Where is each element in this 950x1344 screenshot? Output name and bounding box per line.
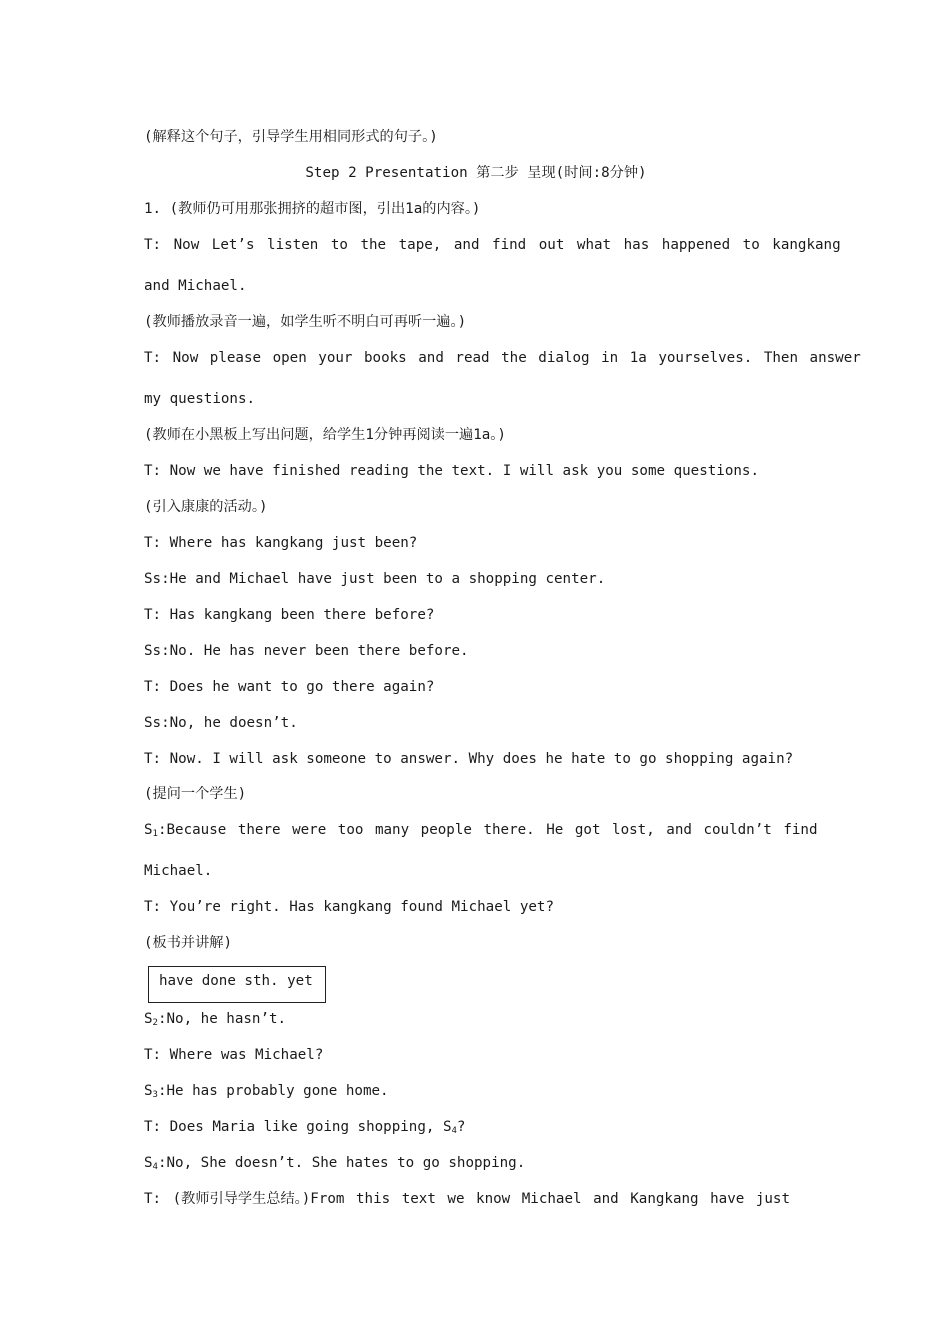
paragraph: T: You’re right. Has kangkang found Michael yet? [144, 899, 554, 915]
paragraph-text: :Because there were too many people there. He got lost, and couldn’t find [157, 822, 818, 838]
paragraph: (板书并讲解) [144, 935, 233, 951]
blackboard-box [148, 966, 326, 1003]
paragraph: Michael. [144, 863, 213, 879]
paragraph: and Michael. [144, 278, 247, 294]
paragraph: 1. (教师仍可用那张拥挤的超市图，引出1a的内容。) [144, 201, 481, 217]
paragraph: T: Does he want to go there again? [144, 679, 435, 695]
speaker-number: 1 [152, 829, 158, 839]
paragraph [144, 1154, 808, 1176]
paragraph: (引入康康的活动。) [144, 499, 268, 515]
paragraph-text: ? [456, 1119, 466, 1135]
paragraph-text: :No, he hasn’t. [157, 1011, 287, 1027]
speaker-number: 3 [152, 1090, 158, 1100]
speaker-number: 4 [152, 1162, 158, 1172]
paragraph: T: (教师引导学生总结。)From this text we know Michael and Kangkang have just [144, 1191, 791, 1207]
section-heading: Step 2 Presentation 第二步 呈现(时间:8分钟) [305, 165, 647, 181]
paragraph: (教师播放录音一遍，如学生听不明白可再听一遍。) [144, 314, 467, 330]
paragraph-text: T: Does Maria like going shopping, S [144, 1119, 452, 1135]
boxed-phrase: have done sth. yet [159, 973, 313, 989]
paragraph-text: :No, She doesn’t. She hates to go shopping. [157, 1155, 526, 1171]
paragraph: (教师在小黑板上写出问题，给学生1分钟再阅读一遍1a。) [144, 427, 506, 443]
paragraph [144, 1010, 808, 1032]
paragraph: Ss:No. He has never been there before. [144, 643, 469, 659]
speaker-number: 4 [451, 1126, 457, 1136]
paragraph [144, 1118, 808, 1140]
paragraph: Ss:No, he doesn’t. [144, 715, 298, 731]
paragraph-text: :He has probably gone home. [157, 1083, 389, 1099]
paragraph: T: Now we have finished reading the text. I will ask you some questions. [144, 463, 759, 479]
speaker-label: S [144, 1083, 153, 1099]
paragraph: T: Now please open your books and read the dialog in 1a yourselves. Then answer [144, 350, 861, 366]
speaker-label: S [144, 822, 153, 838]
speaker-label: S [144, 1155, 153, 1171]
speaker-label: S [144, 1011, 153, 1027]
paragraph: T: Has kangkang been there before? [144, 607, 435, 623]
paragraph: Ss:He and Michael have just been to a shopping center. [144, 571, 606, 587]
paragraph: T: Where was Michael? [144, 1047, 324, 1063]
paragraph: T: Now. I will ask someone to answer. Why does he hate to go shopping again? [144, 751, 794, 767]
paragraph [144, 1082, 808, 1104]
paragraph [144, 821, 818, 843]
paragraph: T: Where has kangkang just been? [144, 535, 418, 551]
paragraph: T: Now Let’s listen to the tape, and find out what has happened to kangkang [144, 237, 841, 253]
speaker-number: 2 [152, 1018, 158, 1028]
paragraph: (解释这个句子，引导学生用相同形式的句子。) [144, 129, 438, 145]
paragraph: (提问一个学生) [144, 786, 247, 802]
paragraph: my questions. [144, 391, 256, 407]
